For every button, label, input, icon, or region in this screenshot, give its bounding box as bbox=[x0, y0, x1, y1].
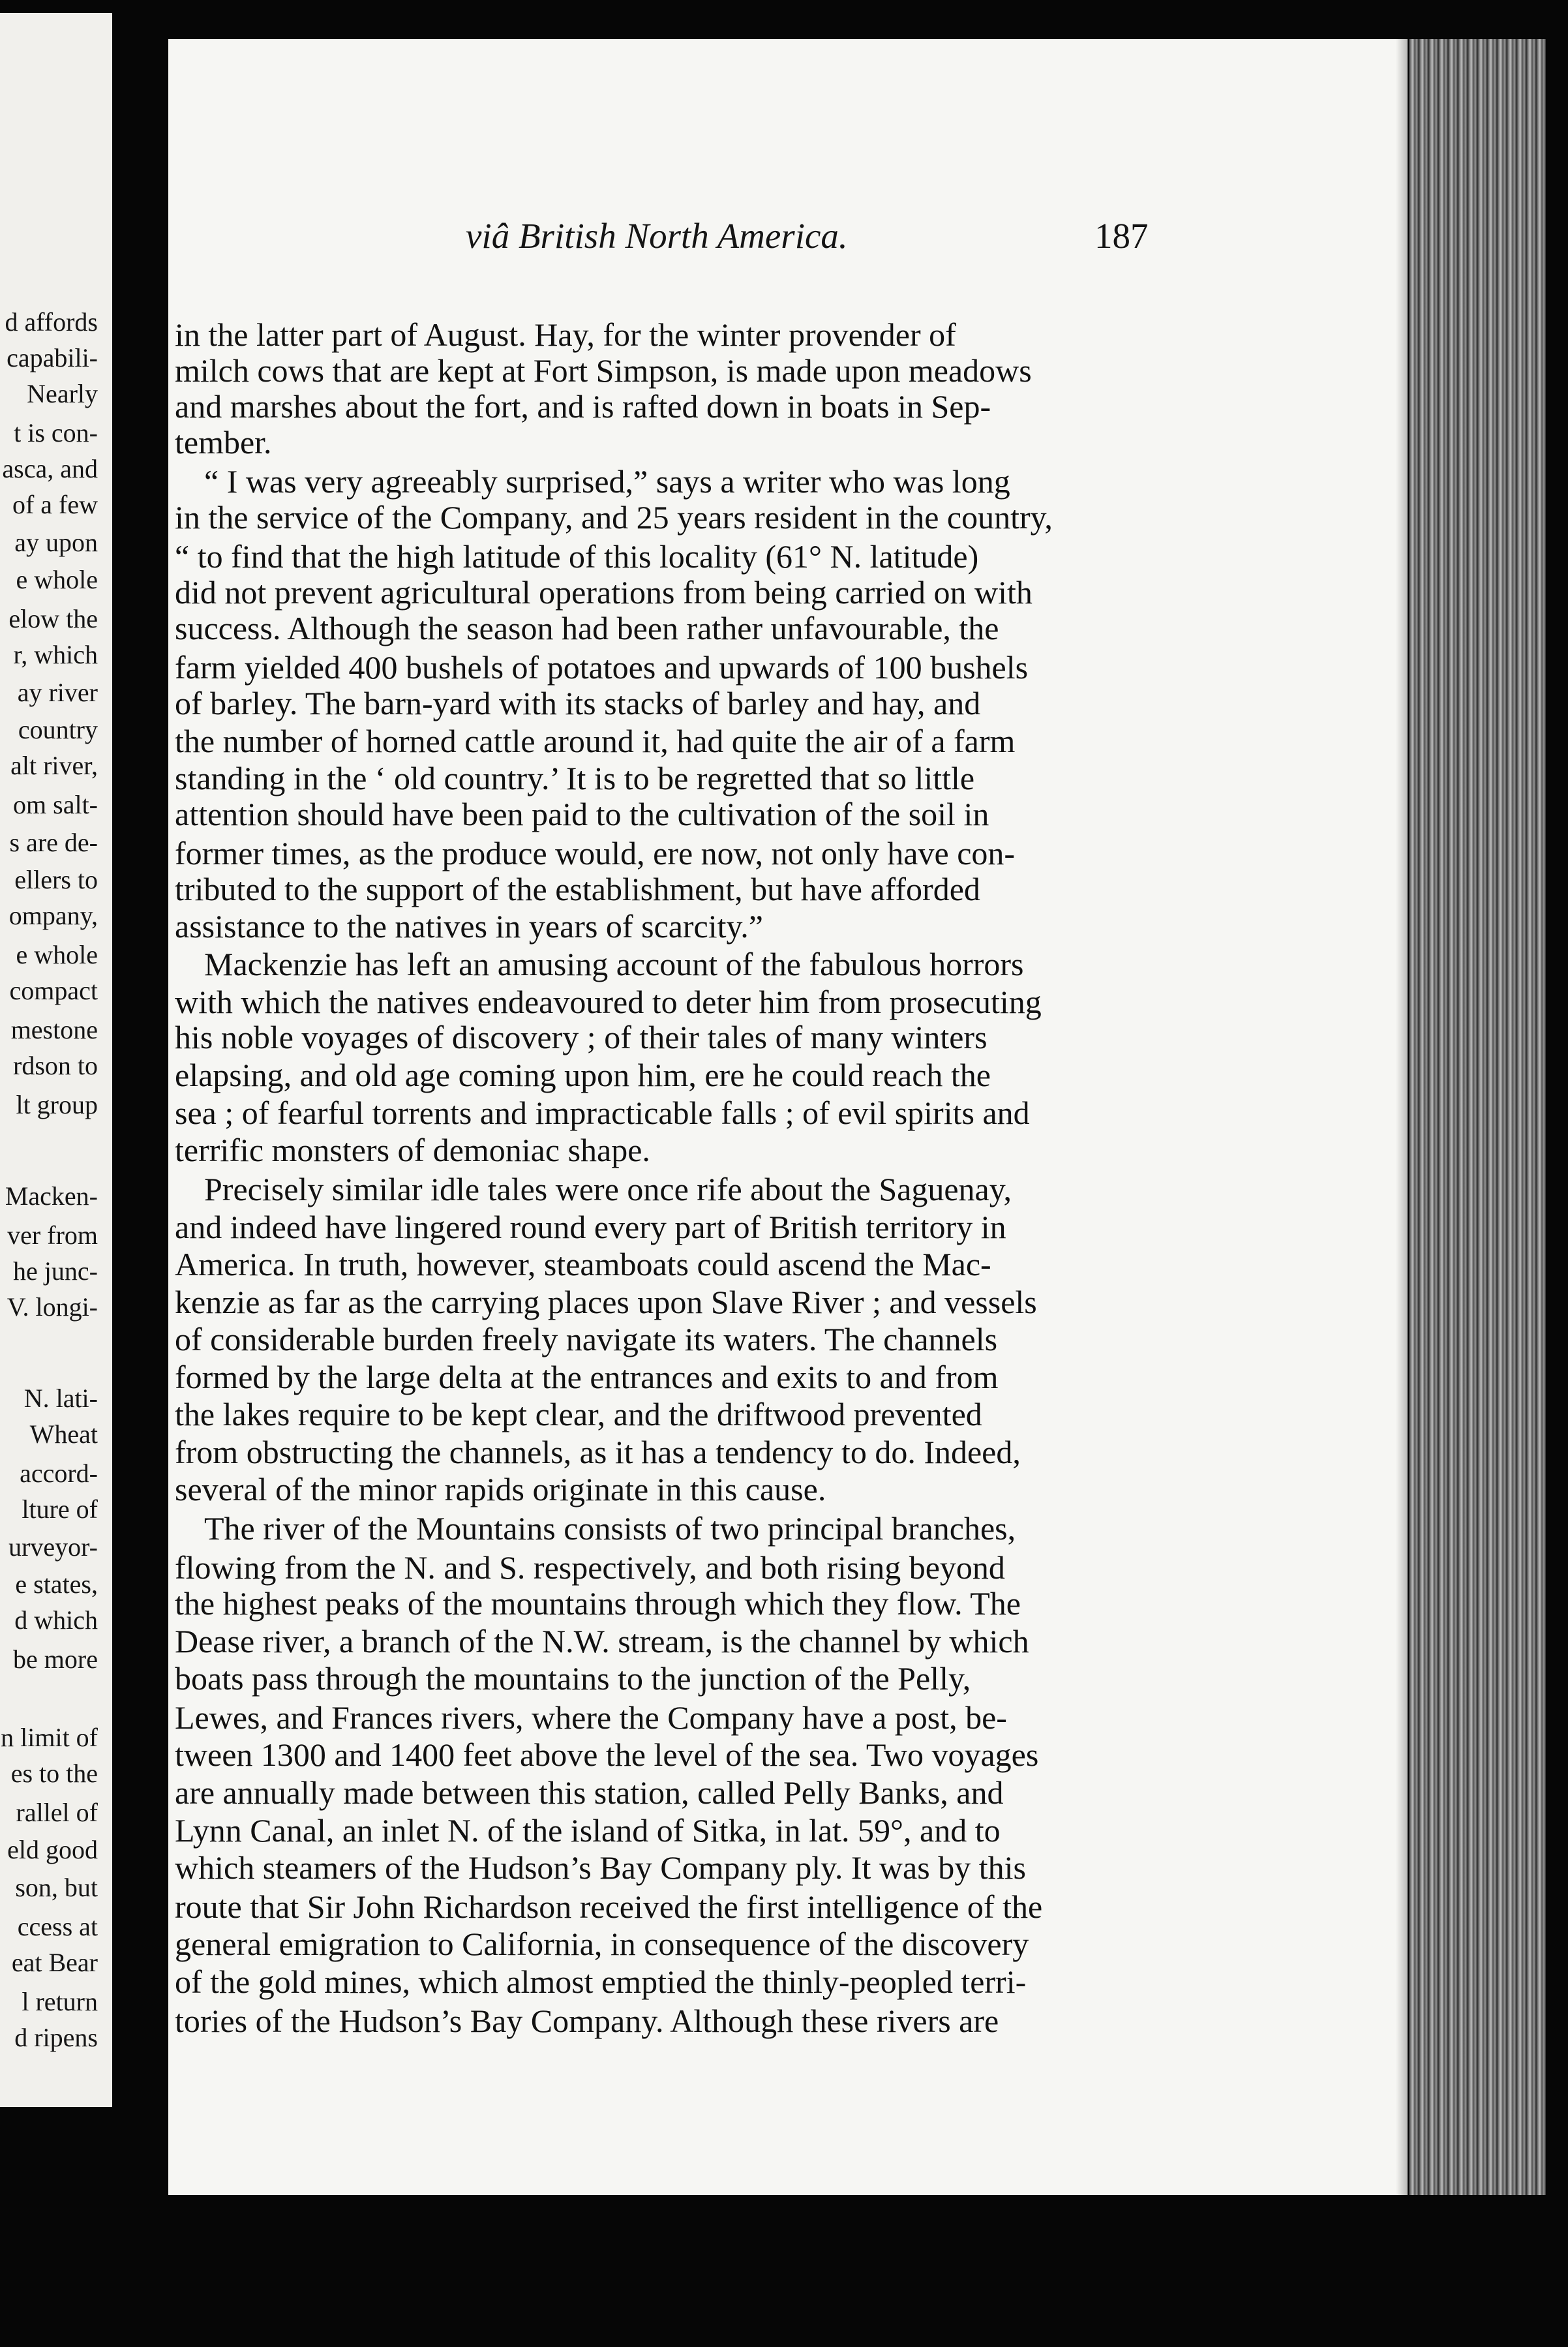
body-line: America. In truth, however, steamboats could ascend the Mac- bbox=[175, 1246, 991, 1282]
body-line: success. Although the season had been rather unfavourable, the bbox=[175, 610, 999, 646]
body-line: did not prevent agricultural operations from being carried on with bbox=[175, 574, 1033, 611]
facing-page-line: t is con- bbox=[14, 418, 98, 447]
body-line: with which the natives endeavoured to deter him from prosecuting bbox=[175, 984, 1042, 1020]
body-line: former times, as the produce would, ere now, not only have con- bbox=[175, 835, 1016, 871]
body-line: Dease river, a branch of the N.W. stream, is the channel by which bbox=[175, 1623, 1029, 1659]
facing-page-line: rallel of bbox=[16, 1798, 98, 1827]
facing-page-line: be more bbox=[13, 1644, 98, 1674]
body-line: are annually made between this station, called Pelly Banks, and bbox=[175, 1774, 1004, 1811]
body-line: tember. bbox=[175, 424, 272, 461]
body-line: assistance to the natives in years of scarcity.” bbox=[175, 908, 763, 945]
body-line: tributed to the support of the establishment, but have afforded bbox=[175, 871, 980, 907]
body-line: several of the minor rapids originate in this cause. bbox=[175, 1471, 826, 1507]
body-line: of barley. The barn-yard with its stacks of barley and hay, and bbox=[175, 685, 981, 721]
body-line: standing in the ‘ old country.’ It is to be regretted that so little bbox=[175, 760, 975, 796]
body-line: kenzie as far as the carrying places upon Slave River ; and vessels bbox=[175, 1284, 1037, 1320]
body-line: and indeed have lingered round every part of British territory in bbox=[175, 1209, 1006, 1245]
facing-page-line: eat Bear bbox=[11, 1948, 98, 1977]
body-line: the number of horned cattle around it, had quite the air of a farm bbox=[175, 723, 1016, 759]
facing-page-line: Wheat bbox=[29, 1419, 98, 1449]
facing-page-line: of a few bbox=[12, 490, 98, 519]
body-line: in the service of the Company, and 25 years resident in the country, bbox=[175, 499, 1053, 536]
facing-page-line: e whole bbox=[16, 565, 98, 594]
facing-page-line: n limit of bbox=[1, 1723, 98, 1752]
body-line: and marshes about the fort, and is rafted down in boats in Sep- bbox=[175, 388, 991, 425]
facing-page-line: r, which bbox=[13, 640, 98, 669]
facing-page-line: es to the bbox=[10, 1759, 98, 1788]
page-edges bbox=[1409, 39, 1546, 2195]
facing-page-line: elow the bbox=[8, 604, 98, 633]
body-line: route that Sir John Richardson received the first intelligence of the bbox=[175, 1888, 1043, 1925]
facing-page-line: alt river, bbox=[10, 751, 98, 780]
body-line: of considerable burden freely navigate its waters. The channels bbox=[175, 1321, 998, 1357]
facing-page-line: compact bbox=[9, 976, 98, 1005]
body-line: tories of the Hudson’s Bay Company. Although these rivers are bbox=[175, 2003, 999, 2039]
facing-page-line: urveyor- bbox=[8, 1532, 98, 1562]
facing-page-line: he junc- bbox=[13, 1256, 98, 1286]
book-page bbox=[168, 39, 1408, 2195]
facing-page-line: capabili- bbox=[7, 343, 98, 372]
facing-page-line: ver from bbox=[7, 1220, 98, 1250]
body-line: farm yielded 400 bushels of potatoes and upwards of 100 bushels bbox=[175, 649, 1029, 686]
body-line: “ to find that the high latitude of this locality (61° N. latitude) bbox=[175, 538, 979, 575]
facing-page-line: e whole bbox=[16, 940, 98, 969]
body-line: from obstructing the channels, as it has a tendency to do. Indeed, bbox=[175, 1434, 1021, 1470]
facing-page-line: Nearly bbox=[27, 379, 98, 408]
body-line: attention should have been paid to the cultivation of the soil in bbox=[175, 796, 989, 832]
body-line: tween 1300 and 1400 feet above the level of the sea. Two voyages bbox=[175, 1736, 1039, 1773]
body-line: of the gold mines, which almost emptied the thinly-peopled terri- bbox=[175, 1963, 1027, 2000]
facing-page-line: eld good bbox=[7, 1835, 98, 1864]
body-line: Lewes, and Frances rivers, where the Company have a post, be- bbox=[175, 1699, 1007, 1736]
facing-page-line: country bbox=[18, 715, 98, 744]
body-line: his noble voyages of discovery ; of their tales of many winters bbox=[175, 1019, 988, 1055]
facing-page-line: e states, bbox=[15, 1569, 98, 1599]
facing-page-line: lture of bbox=[22, 1494, 98, 1524]
body-line: Precisely similar idle tales were once rife about the Saguenay, bbox=[204, 1171, 1012, 1207]
facing-page-line: ay river bbox=[17, 678, 98, 707]
facing-page-line: ompany, bbox=[8, 901, 98, 930]
body-line: general emigration to California, in consequence of the discovery bbox=[175, 1926, 1029, 1962]
facing-page-line: d affords bbox=[5, 307, 98, 337]
body-line: in the latter part of August. Hay, for the winter provender of bbox=[175, 316, 956, 353]
body-line: “ I was very agreeably surprised,” says a writer who was long bbox=[204, 463, 1010, 500]
facing-page-line: accord- bbox=[20, 1459, 98, 1488]
facing-page-fragment bbox=[0, 13, 112, 2107]
body-line: The river of the Mountains consists of two principal branches, bbox=[204, 1510, 1016, 1547]
facing-page-line: son, but bbox=[15, 1873, 98, 1902]
page-number: 187 bbox=[1094, 216, 1149, 256]
body-line: terrific monsters of demoniac shape. bbox=[175, 1132, 650, 1168]
facing-page-line: om salt- bbox=[13, 790, 98, 819]
body-line: sea ; of fearful torrents and impracticable falls ; of evil spirits and bbox=[175, 1095, 1030, 1131]
facing-page-line: l return bbox=[22, 1987, 98, 2016]
facing-page-line: V. longi- bbox=[7, 1292, 98, 1322]
facing-page-line: lt group bbox=[16, 1090, 98, 1119]
facing-page-line: Macken- bbox=[5, 1181, 98, 1211]
facing-page-line: ay upon bbox=[14, 528, 98, 557]
body-line: Mackenzie has left an amusing account of the fabulous horrors bbox=[204, 946, 1024, 982]
facing-page-line: s are de- bbox=[9, 828, 98, 857]
facing-page-line: mestone bbox=[10, 1015, 98, 1044]
facing-page-line: asca, and bbox=[2, 454, 98, 483]
body-line: milch cows that are kept at Fort Simpson, is made upon meadows bbox=[175, 352, 1032, 389]
facing-page-line: rdson to bbox=[13, 1051, 98, 1080]
body-line: formed by the large delta at the entrances and exits to and from bbox=[175, 1359, 999, 1395]
facing-page-line: d ripens bbox=[14, 2023, 98, 2052]
body-line: Lynn Canal, an inlet N. of the island of Sitka, in lat. 59°, and to bbox=[175, 1812, 1001, 1849]
facing-page-line: N. lati- bbox=[23, 1384, 98, 1413]
facing-page-line: ccess at bbox=[17, 1912, 98, 1941]
facing-page-line: d which bbox=[14, 1605, 98, 1635]
running-title: viâ British North America. bbox=[466, 216, 848, 256]
body-line: the highest peaks of the mountains through which they flow. The bbox=[175, 1585, 1021, 1622]
body-line: which steamers of the Hudson’s Bay Company ply. It was by this bbox=[175, 1849, 1026, 1886]
body-line: flowing from the N. and S. respectively, and both rising beyond bbox=[175, 1549, 1005, 1586]
body-line: elapsing, and old age coming upon him, ere he could reach the bbox=[175, 1057, 991, 1093]
body-line: the lakes require to be kept clear, and the driftwood prevented bbox=[175, 1396, 982, 1432]
body-line: boats pass through the mountains to the junction of the Pelly, bbox=[175, 1660, 971, 1697]
running-head bbox=[168, 215, 1408, 267]
facing-page-line: ellers to bbox=[14, 865, 98, 894]
